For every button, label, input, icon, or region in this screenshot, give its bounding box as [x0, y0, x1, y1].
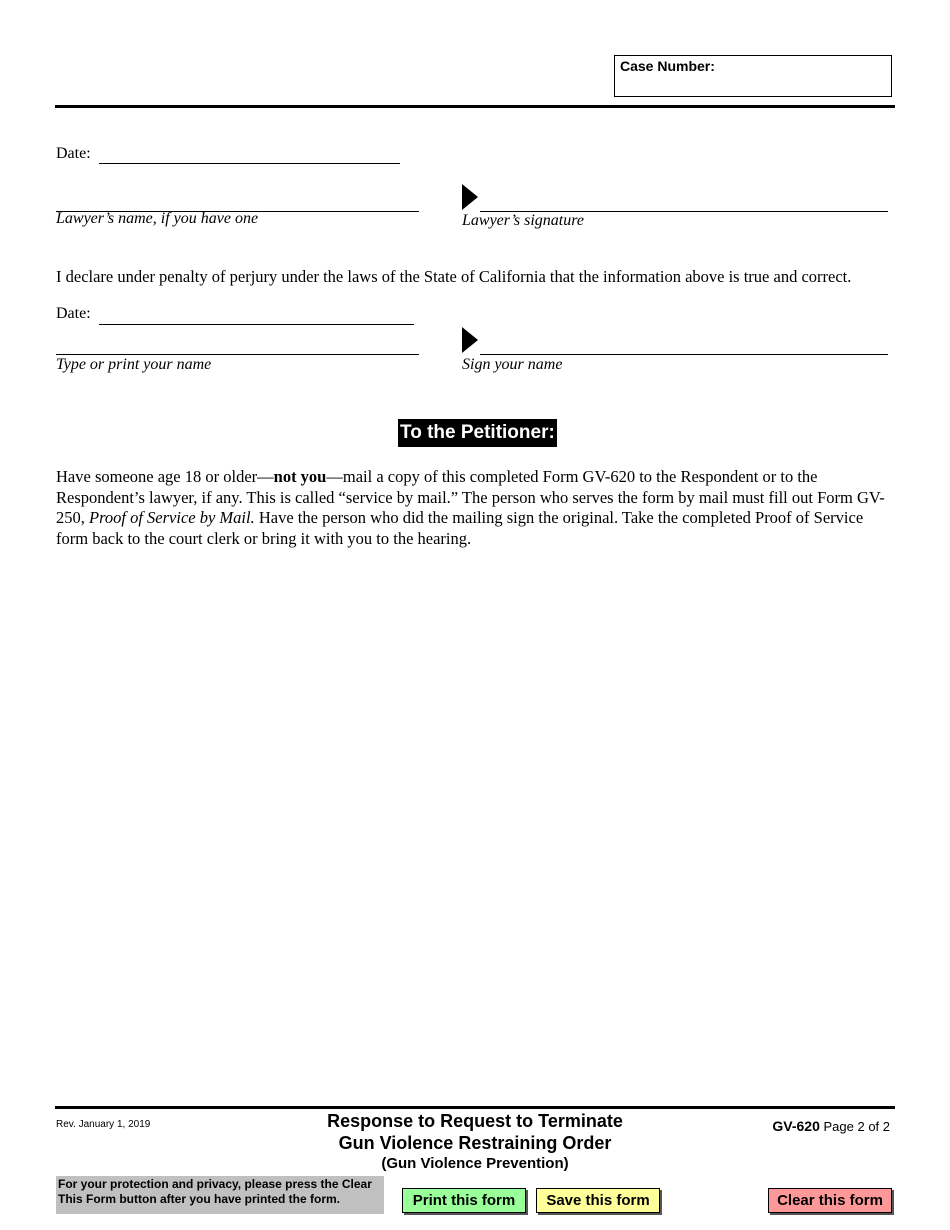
declarant-date-field[interactable] — [99, 305, 413, 323]
petitioner-heading: To the Petitioner: — [398, 419, 557, 447]
lawyer-date-label: Date: — [56, 145, 91, 162]
header-divider — [55, 105, 895, 108]
privacy-notice: For your protection and privacy, please press the Clear This Form button after you have printed the form. — [56, 1176, 384, 1214]
petitioner-instructions: Have someone age 18 or older—not you—mail a copy of this completed Form GV-620 to the Respondent or to the Respondent’s lawyer, if any. This is called “service by mail.” The person who serves the form by mail must fill out Form GV-250, Proof of Service by Mail. Have the person who did the mailing sign the original. Take the completed Proof of Service form back to the court clerk or bring it with you to the hearing. — [56, 467, 885, 548]
lawyer-date-line — [99, 163, 400, 164]
footer-divider — [55, 1106, 895, 1109]
form-title-line3: (Gun Violence Prevention) — [381, 1155, 569, 1172]
form-title — [290, 1110, 660, 1174]
declarant-name-line — [56, 354, 419, 355]
declarant-name-field[interactable] — [56, 335, 418, 353]
declarant-date-line — [99, 324, 414, 325]
print-button[interactable]: Print this form — [402, 1188, 526, 1213]
form-title-line1: Response to Request to Terminate — [327, 1111, 623, 1131]
case-number-box — [614, 55, 892, 97]
revision-date: Rev. January 1, 2019 — [56, 1119, 151, 1130]
declarant-signature-line[interactable] — [480, 354, 888, 355]
signature-arrow-icon — [462, 184, 478, 210]
lawyer-name-caption: Lawyer’s name, if you have one — [56, 210, 259, 227]
clear-button[interactable]: Clear this form — [768, 1188, 892, 1213]
lawyer-name-field[interactable] — [56, 192, 418, 210]
perjury-declaration: I declare under penalty of perjury under the laws of the State of California that the information above is true and correct. — [56, 267, 852, 286]
declarant-signature-caption: Sign your name — [462, 356, 563, 373]
page-info: Page 2 of 2 — [823, 1119, 890, 1134]
form-id — [700, 1118, 890, 1134]
save-button[interactable]: Save this form — [536, 1188, 660, 1213]
lawyer-signature-caption: Lawyer’s signature — [462, 212, 584, 229]
signature-arrow-icon — [462, 327, 478, 353]
case-number-input[interactable] — [619, 76, 887, 94]
form-number: GV-620 — [772, 1118, 820, 1134]
lawyer-date-field[interactable] — [99, 145, 399, 163]
form-title-line2: Gun Violence Restraining Order — [338, 1133, 612, 1153]
case-number-label: Case Number: — [620, 58, 715, 74]
declarant-name-caption: Type or print your name — [56, 356, 212, 373]
declarant-date-label: Date: — [56, 305, 91, 322]
